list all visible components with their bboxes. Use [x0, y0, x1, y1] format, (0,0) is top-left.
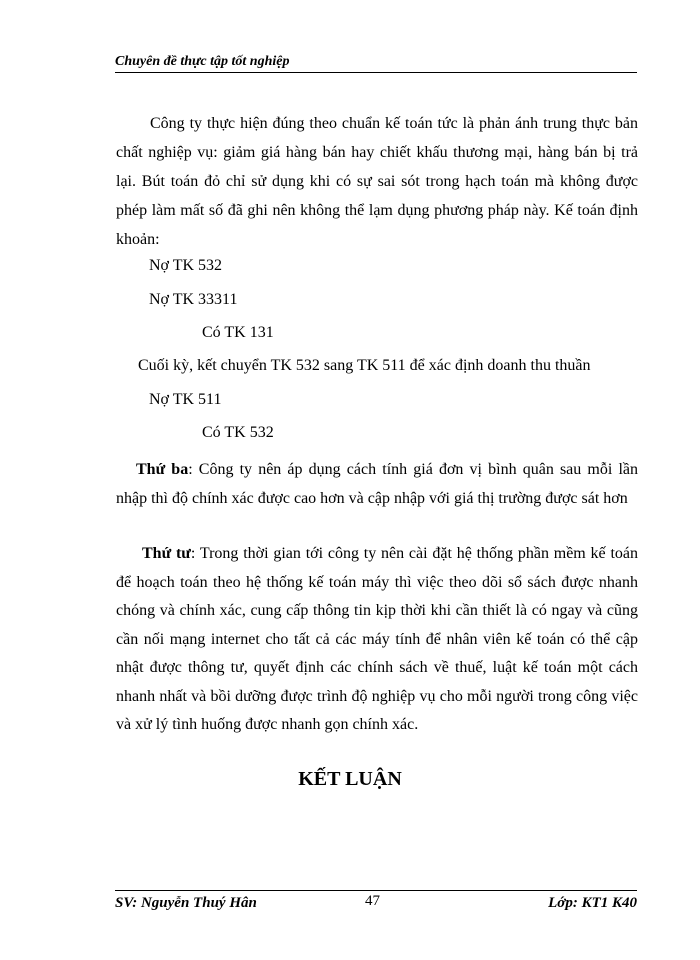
third-text: : Công ty nên áp dụng cách tính giá đơn vị bình quân sau mỗi lần nhập thì độ chính xác được cao hơn và cập nhập với giá thị trường được sát hơn	[116, 461, 638, 507]
fourth-text: : Trong thời gian tới công ty nên cài đặt hệ thống phần mềm kế toán để hoạch toán theo hệ thống kế toán máy thì việc theo dõi sổ sách được nhanh chóng và chính xác, cung cấp thông tin kịp thời khi cần thiết là có ngay và cũng cần nối mạng internet cho tất cả các máy tính để nhân viên kế toán có thể cập nhật được thông tư, quyết định các chính sách về thuế, luật kế toán một cách nhanh nhất và bồi dưỡng được trình độ nghiệp vụ cho mỗi người trong công việc và xử lý tình huống được nhanh gọn chính xác.	[116, 545, 638, 733]
closing-transfer-line: Cuối kỳ, kết chuyển TK 532 sang TK 511 để xác định doanh thu thuần	[138, 357, 591, 374]
page-footer	[115, 890, 637, 915]
paragraph-accounting-standard: Công ty thực hiện đúng theo chuẩn kế toán tức là phản ánh trung thực bản chất nghiệp vụ: giảm giá hàng bán hay chiết khấu thương mại, hàng bán bị trả lại. Bút toán đỏ chỉ sử dụng khi có sự sai sót trong hạch toán mà không được phép làm mất số đã ghi nên không thể lạm dụng phương pháp này. Kế toán định khoản:	[116, 115, 638, 248]
journal-entry-debit-33311: Nợ TK 33311	[149, 291, 238, 308]
section-title-conclusion: KẾT LUẬN	[298, 768, 402, 790]
page-number: 47	[365, 893, 380, 909]
third-lead: Thứ ba	[136, 461, 189, 478]
paragraph-third-recommendation	[116, 455, 638, 513]
journal-entry-credit-532: Có TK 532	[202, 424, 274, 441]
footer-class: Lớp: KT1 K40	[548, 895, 637, 911]
fourth-lead: Thứ tư	[142, 545, 191, 562]
footer-student-name: SV: Nguyễn Thuý Hân	[115, 895, 257, 911]
journal-entry-debit-511: Nợ TK 511	[149, 391, 222, 408]
running-header: Chuyên đề thực tập tốt nghiệp	[115, 54, 637, 73]
journal-entry-credit-131: Có TK 131	[202, 324, 274, 341]
journal-entry-debit-532: Nợ TK 532	[149, 257, 223, 274]
paragraph-fourth-recommendation	[116, 540, 638, 740]
